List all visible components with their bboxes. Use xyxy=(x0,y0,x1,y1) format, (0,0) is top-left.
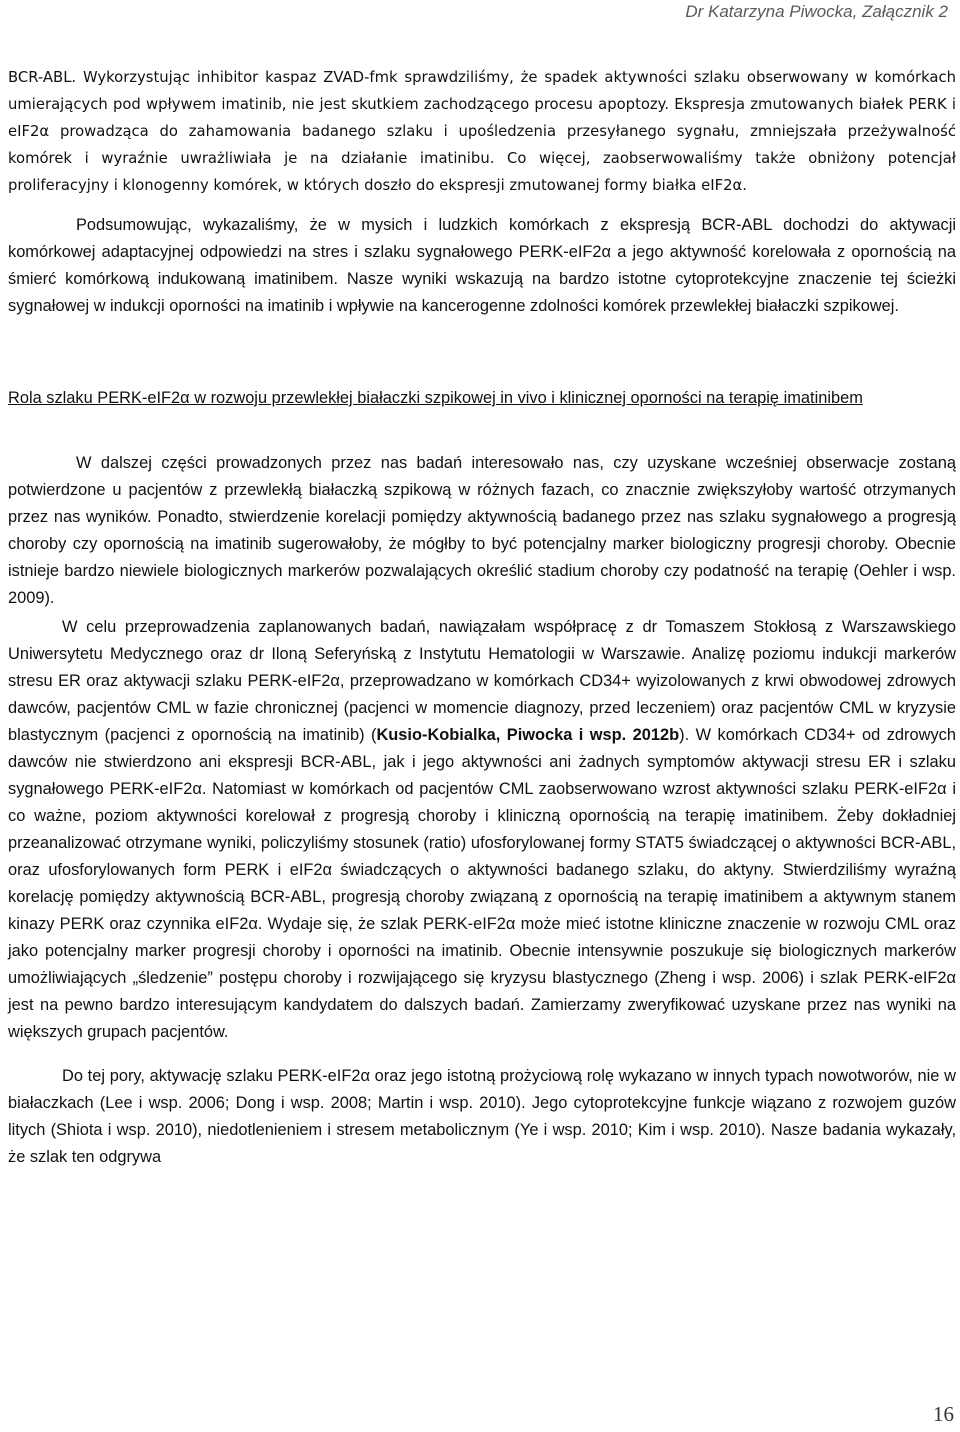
running-header: Dr Katarzyna Piwocka, Załącznik 2 xyxy=(685,2,948,21)
paragraph-2: Podsumowując, wykazaliśmy, że w mysich i ludzkich komórkach z ekspresją BCR-ABL dochodzi do aktywacji komórkowej adaptacyjnej odpowiedzi na stres i szlaku sygnałowego PERK-eIF2α a jego aktywność korelowała z opornością na śmierć komórkową indukowaną imatinibem. Nasze wyniki wskazują na bardzo istotne cytoprotekcyjne znaczenie tej ścieżki sygnałowej w indukcji oporności na imatinib i wpływie na kancerogenne zdolności komórek przewlekłej białaczki szpikowej. xyxy=(8,216,956,315)
document-body xyxy=(8,64,956,1171)
paragraph-4-text-a: W celu przeprowadzenia zaplanowanych badań, nawiązałam współpracę z dr Tomaszem Stokłosą z Warszawskiego Uniwersytetu Medycznego oraz dr Iloną Seferyńską z Instytutu Hematologii w Warszawie. Analizę poziomu indukcji markerów stresu ER oraz aktywacji szlaku PERK-eIF2α, przeprowadzano w komórkach CD34+ wyizolowanych z krwi obwodowej zdrowych dawców, pacjentów CML w fazie chronicznej (pacjenci w momencie diagnozy, przed leczeniem) oraz pacjentów CML w kryzysie blastycznym (pacjenci z opornością na imatinib) ( xyxy=(8,618,956,744)
page-number: 16 xyxy=(933,1402,954,1426)
paragraph-5: Do tej pory, aktywację szlaku PERK-eIF2α oraz jego istotną prożyciową rolę wykazano w innych typach nowotworów, nie w białaczkach (Lee i wsp. 2006; Dong i wsp. 2008; Martin i wsp. 2010). Jego cytoprotekcyjne funkcje wiązano z rozwojem guzów litych (Shiota i wsp. 2010), niedotlenieniem i stresem metabolicznym (Ye i wsp. 2010; Kim i wsp. 2010). Nasze badania wykazały, że szlak ten odgrywa xyxy=(8,1067,956,1166)
paragraph-4-citation: Kusio-Kobialka, Piwocka i wsp. 2012b xyxy=(376,726,680,744)
paragraph-4 xyxy=(8,614,956,1046)
section-heading: Rola szlaku PERK-eIF2α w rozwoju przewlekłej białaczki szpikowej in vivo i klinicznej oporności na terapię imatinibem xyxy=(8,389,863,407)
paragraph-1: BCR-ABL. Wykorzystując inhibitor kaspaz ZVAD-fmk sprawdziliśmy, że spadek aktywności szlaku obserwowany w komórkach umierających pod wpływem imatinib, nie jest skutkiem zachodzącego procesu apoptozy. Ekspresja zmutowanych białek PERK i eIF2α prowadząca do zahamowania badanego szlaku i upośledzenia przesyłanego sygnału, zmniejszała przeżywalność komórek i wyraźnie uwrażliwiała je na działanie imatinibu. Co więcej, zaobserwowaliśmy także obniżony potencjał proliferacyjny i klonogenny komórek, w których doszło do ekspresji zmutowanej formy białka eIF2α. xyxy=(8,69,956,194)
paragraph-4-text-b: ). W komórkach CD34+ od zdrowych dawców nie stwierdzono ani ekspresji BCR-ABL, jak i jego aktywności ani żadnych symptomów aktywacji stresu ER i szlaku sygnałowego PERK-eIF2α. Natomiast w komórkach od pacjentów CML zaobserwowano wzrost aktywności szlaku PERK-eIF2α i co ważne, poziom aktywności korelował z progresją choroby i kliniczną opornością na terapię imatinibem. Żeby dokładniej przeanalizować otrzymane wyniki, policzyliśmy stosunek (ratio) ufosforylowanej formy STAT5 świadczącej o aktywności BCR-ABL, oraz ufosforylowanych form PERK i eIF2α świadczących o aktywności badanego szlaku, do aktyny. Stwierdziliśmy wyraźną korelację pomiędzy aktywnością BCR-ABL, progresją choroby związaną z opornością na terapię imatinibem a aktywnym stanem kinazy PERK oraz czynnika eIF2α. Wydaje się, że szlak PERK-eIF2α może mieć istotne kliniczne znaczenie w rozwoju CML oraz jako potencjalny marker progresji choroby i oporności na imatinib. Obecnie intensywnie poszukuje się biologicznych markerów umożliwiających „śledzenie” postępu choroby i rozwijającego się kryzysu blastycznego (Zheng i wsp. 2006) i szlak PERK-eIF2α jest na pewno bardzo interesującym kandydatem do dalszych badań. Zamierzamy zweryfikować uzyskane przez nas wyniki na większych grupach pacjentów. xyxy=(8,726,956,1041)
paragraph-3: W dalszej części prowadzonych przez nas badań interesowało nas, czy uzyskane wcześniej obserwacje zostaną potwierdzone u pacjentów z przewlekłą białaczką szpikową w różnych fazach, co znacznie zwiększyłoby wartość otrzymanych przez nas wyników. Ponadto, stwierdzenie korelacji pomiędzy aktywnością badanego przez nas szlaku sygnałowego a progresją choroby czy opornością na imatinib sugerowałoby, że mógłby to być potencjalny marker biologiczny progresji choroby. Obecnie istnieje bardzo niewiele biologicznych markerów pozwalających określić stadium choroby czy podatność na terapię (Oehler i wsp. 2009). xyxy=(8,454,956,607)
